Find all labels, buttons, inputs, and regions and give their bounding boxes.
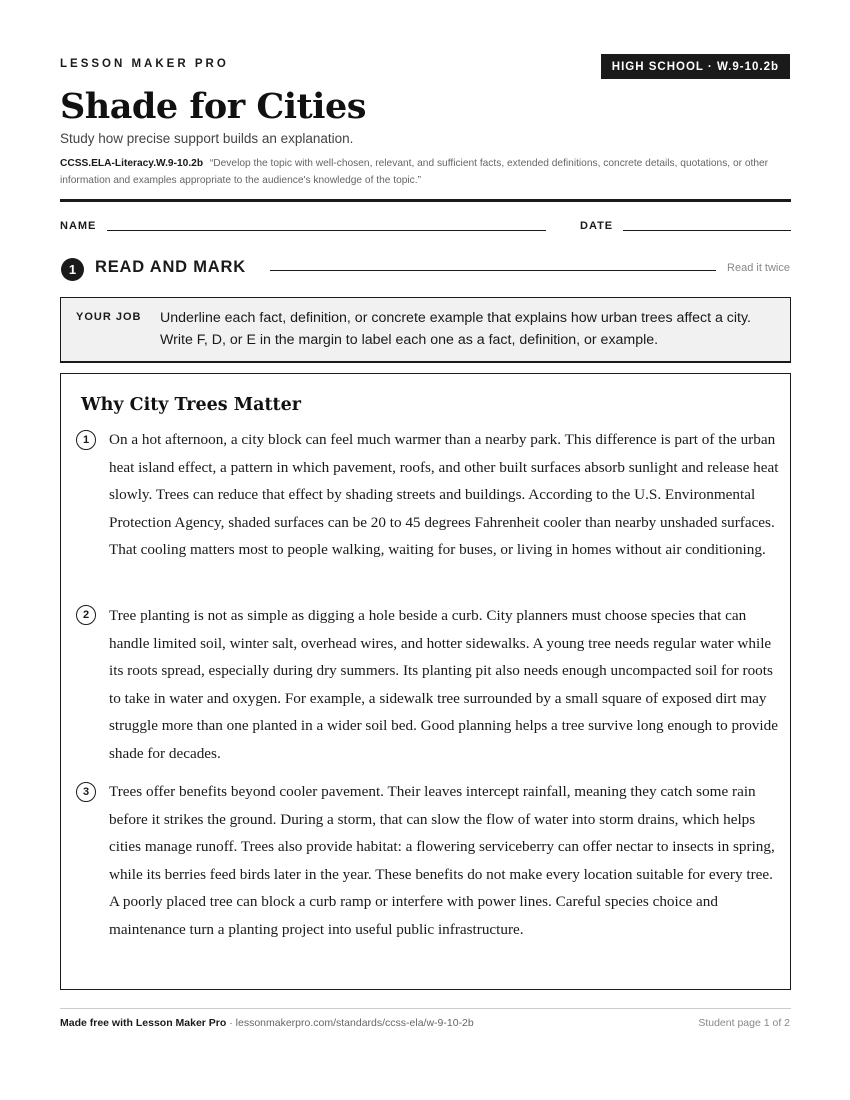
section-note: Read it twice <box>727 262 790 274</box>
standard-text: “Develop the topic with well-chosen, relevant, and sufficient facts, extended definitions, concrete details, quotations, or other information and examples appropriate to the audience's knowledge of the topic.” <box>60 158 769 186</box>
passage-title: Why City Trees Matter <box>81 395 301 415</box>
job-text: Underline each fact, definition, or concrete example that explains how urban trees affect a city. Write F, D, or E in the margin to label each one as a fact, definition, or example. <box>160 310 751 348</box>
brand-name: LESSON MAKER PRO <box>60 58 229 70</box>
name-label: NAME <box>60 220 97 232</box>
section-title: READ AND MARK <box>95 258 246 276</box>
reading-passage <box>60 373 791 990</box>
section-number: 1 <box>68 262 77 277</box>
grade-badge-text: HIGH SCHOOL · W.9-10.2b <box>611 60 779 73</box>
worksheet-subtitle: Study how precise support builds an explanation. <box>60 131 354 146</box>
footer-divider <box>60 1008 791 1009</box>
paragraph-number-3 <box>76 782 96 802</box>
name-field-line <box>107 230 546 231</box>
paragraph-2: Tree planting is not as simple as digging a hole beside a curb. City planners must choose species that can handle limited soil, winter salt, overhead wires, and hotter sidewalks. A young tree needs regular water while its roots spread, especially during dry summers. Its planting pit also needs enough uncompacted soil for roots to take in water and oxygen. For example, a sidewalk tree surrounded by a small square of exposed dirt may struggle more than one planted in a wider soil bed. Good planning helps a tree survive long enough to provide shade for decades. <box>109 607 778 762</box>
footer-made-with: Made free with Lesson Maker Pro <box>60 1017 227 1029</box>
paragraph-number-2 <box>76 605 96 625</box>
standard-description <box>60 155 800 189</box>
paragraph-1: On a hot afternoon, a city block can feel much warmer than a nearby park. This difference is part of the urban heat island effect, a pattern in which pavement, roofs, and other built surfaces absorb sunlight and release heat slowly. Trees can reduce that effect by shading streets and buildings. According to the U.S. Environmental Protection Agency, shaded surfaces can be 20 to 45 degrees Fahrenheit cooler than nearby unshaded surfaces. That cooling matters most to people walking, waiting for buses, or living in homes without air conditioning. <box>109 431 779 559</box>
worksheet-title: Shade for Cities <box>60 86 366 127</box>
date-label: DATE <box>580 220 614 232</box>
job-instructions-box <box>60 297 791 363</box>
paragraph-number-text: 3 <box>82 786 90 798</box>
job-label: YOUR JOB <box>76 311 142 323</box>
paragraph-3: Trees offer benefits beyond cooler pavement. Their leaves intercept rainfall, meaning they catch some rain before it strikes the ground. During a storm, that can slow the flow of water into storm drains, which helps cities manage runoff. Trees also provide habitat: a flowering serviceberry can offer nectar to insects in spring, while its berries feed birds later in the year. These benefits do not make every location suitable for every tree. A poorly placed tree can block a curb ramp or interfere with power lines. Careful species choice and maintenance turn a planting project into useful public infrastructure. <box>109 783 775 938</box>
date-field-line <box>623 230 791 231</box>
paragraph-number-text: 2 <box>82 609 90 621</box>
paragraph-number-1 <box>76 430 96 450</box>
footer-page-indicator: Student page 1 of 2 <box>698 1017 790 1029</box>
section-number-badge <box>61 258 84 281</box>
footer-credit <box>60 1017 474 1029</box>
footer-url[interactable]: · lessonmakerpro.com/standards/ccss-ela/w-9-10-2b <box>226 1017 474 1029</box>
standard-code: CCSS.ELA-Literacy.W.9-10.2b <box>60 158 204 169</box>
header-divider <box>60 199 791 202</box>
grade-badge <box>601 54 790 79</box>
section-divider <box>270 270 716 271</box>
paragraph-number-text: 1 <box>82 434 90 446</box>
